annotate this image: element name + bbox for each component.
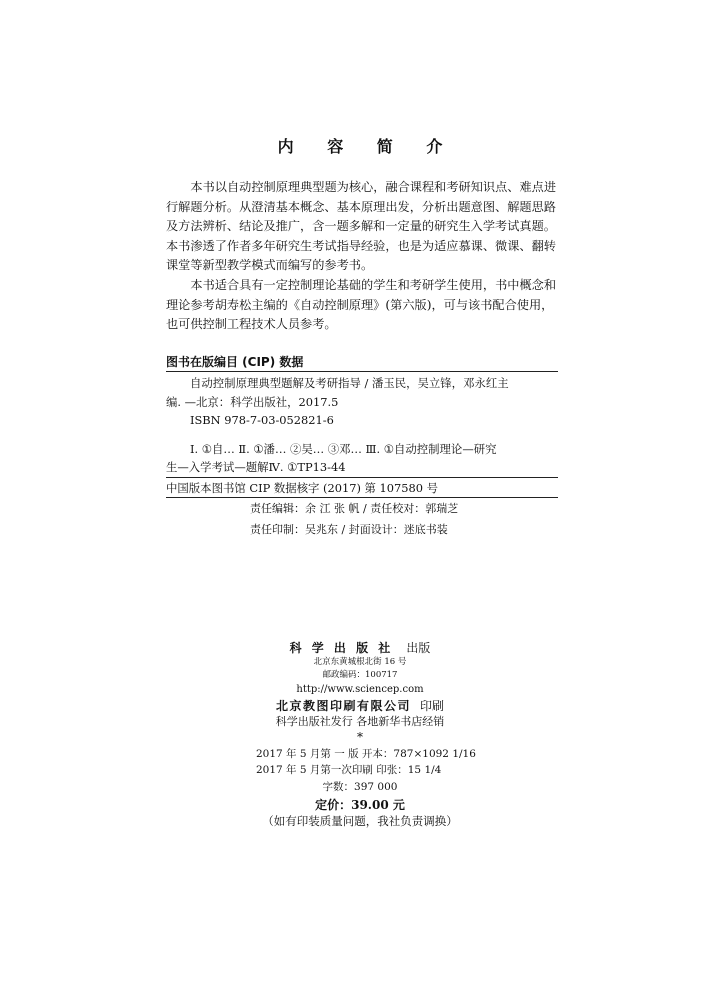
production-line: 责任印制：吴兆东 / 封面设计：迷底书装 xyxy=(250,523,448,536)
wordcount-line: 字数：397 000 xyxy=(322,781,398,793)
printer-name: 北京教图印刷有限公司 xyxy=(275,699,411,713)
printing-line: 2017 年 5 月第一次印刷 印张：15 1/4 xyxy=(256,764,442,776)
printer-action: 印刷 xyxy=(420,699,445,713)
intro-paragraph-1: 本书以自动控制原理典型题为核心，融合课程和考研知识点、难点进行解题分析。从澄清基本概念、基本原理出发，分析出题意图、解题思路及方法辨析、结论及推广，含一题多解和一定量的研究生入学考试真题。本书渗透了作者多年研究生考试指导经验，也是为适应慕课、微课、翻转课堂等新型教学模式而编写的参考书。 xyxy=(166,180,557,273)
cip-footer: 中国版本图书馆 CIP 数据核字 (2017) 第 107580 号 xyxy=(166,480,439,495)
publisher-postcode: 邮政编码：100717 xyxy=(322,670,398,680)
price-line: 定价：39.00 元 xyxy=(315,798,405,812)
intro-section xyxy=(166,178,558,335)
publisher-name: 科 学 出 版 社 xyxy=(289,641,394,655)
separator-star: * xyxy=(357,730,363,744)
publisher-line xyxy=(0,637,720,656)
publisher-action: 出版 xyxy=(406,641,431,655)
page-title: 内 容 简 介 xyxy=(277,137,457,156)
cip-record xyxy=(166,372,558,477)
edition-line: 2017 年 5 月第 一 版 开本：787×1092 1/16 xyxy=(256,748,476,760)
distribution-line: 科学出版社发行 各地新华书店经销 xyxy=(275,715,445,728)
cip-classification-line-1: Ⅰ. ①自… Ⅱ. ①潘… ②吴… ③邓… Ⅲ. ①自动控制理论—研究 xyxy=(190,441,497,456)
credits-block xyxy=(0,498,720,542)
cip-title-line: 自动控制原理典型题解及考研指导 / 潘玉民，吴立锋，邓永红主 xyxy=(190,376,509,390)
cip-classification-line-2: 生—入学考试—题解Ⅳ. ①TP13-44 xyxy=(166,460,346,474)
editors-line: 责任编辑：余 江 张 帆 / 责任校对：郭瑞芝 xyxy=(250,502,459,515)
publisher-address: 北京东黄城根北街 16 号 xyxy=(313,657,407,667)
cip-isbn: ISBN 978-7-03-052821-6 xyxy=(190,413,334,427)
cip-publisher-line: 编. —北京：科学出版社，2017.5 xyxy=(166,394,339,409)
replacement-notice: （如有印装质量问题，我社负责调换） xyxy=(262,814,458,828)
cip-block xyxy=(166,353,558,498)
intro-paragraph-2: 本书适合具有一定控制理论基础的学生和考研学生使用，书中概念和理论参考胡寿松主编的《自动控制原理》(第六版)，可与该书配合使用，也可供控制工程技术人员参考。 xyxy=(166,277,557,332)
cip-heading: 图书在版编目 (CIP) 数据 xyxy=(166,355,304,369)
printer-line xyxy=(0,695,720,714)
publisher-url: http://www.sciencep.com xyxy=(296,684,424,695)
